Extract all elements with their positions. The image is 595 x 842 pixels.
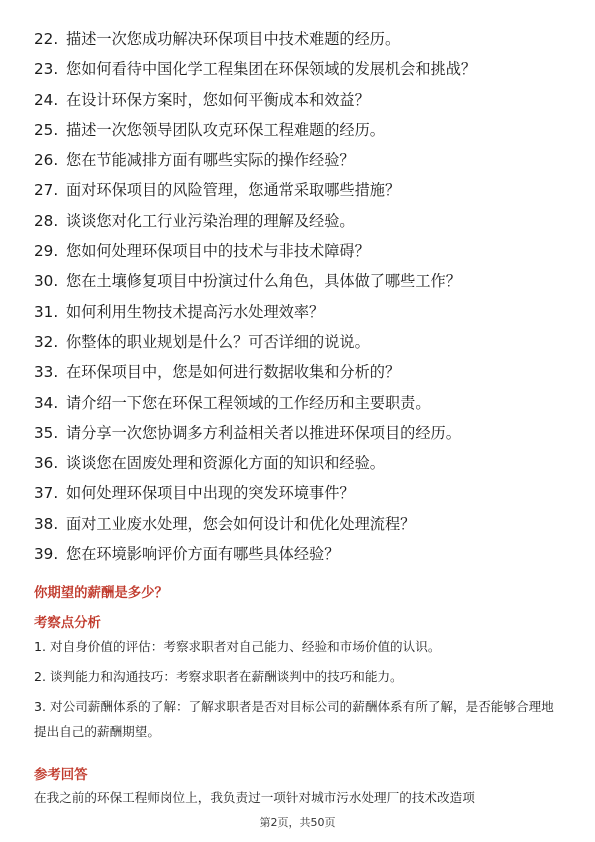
question-item — [34, 54, 574, 84]
question-text: 您在土壤修复项目中扮演过什么角色，具体做了哪些工作？ — [66, 272, 461, 291]
question-item — [34, 145, 574, 175]
question-item — [34, 297, 574, 327]
question-number: 26. — [34, 151, 59, 170]
question-item — [34, 327, 574, 357]
question-list — [34, 24, 574, 569]
question-text: 在设计环保方案时，您如何平衡成本和效益？ — [66, 90, 370, 109]
question-number: 25. — [34, 120, 59, 139]
question-number: 28. — [34, 211, 59, 230]
question-text: 谈谈您对化工行业污染治理的理解及经验。 — [66, 211, 355, 230]
analysis-point: 3. 对公司薪酬体系的了解：了解求职者是否对目标公司的薪酬体系有所了解，是否能够合理地提出自己的薪酬期望。 — [34, 699, 554, 739]
question-item — [34, 206, 574, 236]
question-item — [34, 266, 574, 296]
question-text: 谈谈您在固废处理和资源化方面的知识和经验。 — [66, 454, 385, 473]
question-number: 33. — [34, 363, 59, 382]
reference-answer-heading: 参考回答 — [34, 768, 88, 783]
question-item — [34, 478, 574, 508]
question-text: 面对环保项目的风险管理，您通常采取哪些措施？ — [66, 181, 401, 200]
question-text: 你整体的职业规划是什么？可否详细的说说。 — [66, 332, 370, 351]
salary-question-heading: 你期望的薪酬是多少？ — [34, 586, 168, 601]
question-text: 如何处理环保项目中出现的突发环境事件？ — [66, 484, 355, 503]
question-number: 30. — [34, 272, 59, 291]
question-text: 您在环境影响评价方面有哪些具体经验？ — [66, 545, 340, 564]
question-item — [34, 509, 574, 539]
page-footer: 第2页，共50页 — [259, 816, 336, 829]
question-item — [34, 85, 574, 115]
question-text: 如何利用生物技术提高污水处理效率？ — [66, 302, 325, 321]
question-number: 27. — [34, 181, 59, 200]
question-number: 23. — [34, 60, 59, 79]
question-item — [34, 539, 574, 569]
question-text: 请分享一次您协调多方利益相关者以推进环保项目的经历。 — [66, 423, 461, 442]
question-item — [34, 357, 574, 387]
question-number: 39. — [34, 545, 59, 564]
question-number: 29. — [34, 242, 59, 261]
question-number: 38. — [34, 514, 59, 533]
question-number: 37. — [34, 484, 59, 503]
question-text: 您如何看待中国化学工程集团在环保领域的发展机会和挑战？ — [66, 60, 477, 79]
question-item — [34, 236, 574, 266]
question-item — [34, 418, 574, 448]
question-text: 您如何处理环保项目中的技术与非技术障碍？ — [66, 242, 370, 261]
analysis-point: 2. 谈判能力和沟通技巧：考察求职者在薪酬谈判中的技巧和能力。 — [34, 669, 403, 684]
question-number: 22. — [34, 30, 59, 48]
question-number: 34. — [34, 393, 59, 412]
analysis-heading: 考察点分析 — [34, 616, 101, 631]
question-number: 36. — [34, 454, 59, 473]
question-text: 您在节能减排方面有哪些实际的操作经验？ — [66, 151, 355, 170]
question-text: 面对工业废水处理，您会如何设计和优化处理流程？ — [66, 514, 416, 533]
question-item — [34, 388, 574, 418]
question-number: 32. — [34, 332, 59, 351]
question-text: 在环保项目中，您是如何进行数据收集和分析的？ — [66, 363, 401, 382]
question-number: 35. — [34, 423, 59, 442]
question-item — [34, 175, 574, 205]
question-item — [34, 448, 574, 478]
reference-answer-text: 在我之前的环保工程师岗位上，我负责过一项针对城市污水处理厂的技术改造项 — [34, 790, 475, 805]
question-number: 24. — [34, 90, 59, 109]
question-text: 描述一次您成功解决环保项目中技术难题的经历。 — [66, 30, 401, 48]
analysis-point: 1. 对自身价值的评估：考察求职者对自己能力、经验和市场价值的认识。 — [34, 639, 441, 654]
question-text: 请介绍一下您在环保工程领域的工作经历和主要职责。 — [66, 393, 431, 412]
question-item — [34, 24, 574, 54]
question-item — [34, 115, 574, 145]
question-number: 31. — [34, 302, 59, 321]
question-text: 描述一次您领导团队攻克环保工程难题的经历。 — [66, 120, 385, 139]
